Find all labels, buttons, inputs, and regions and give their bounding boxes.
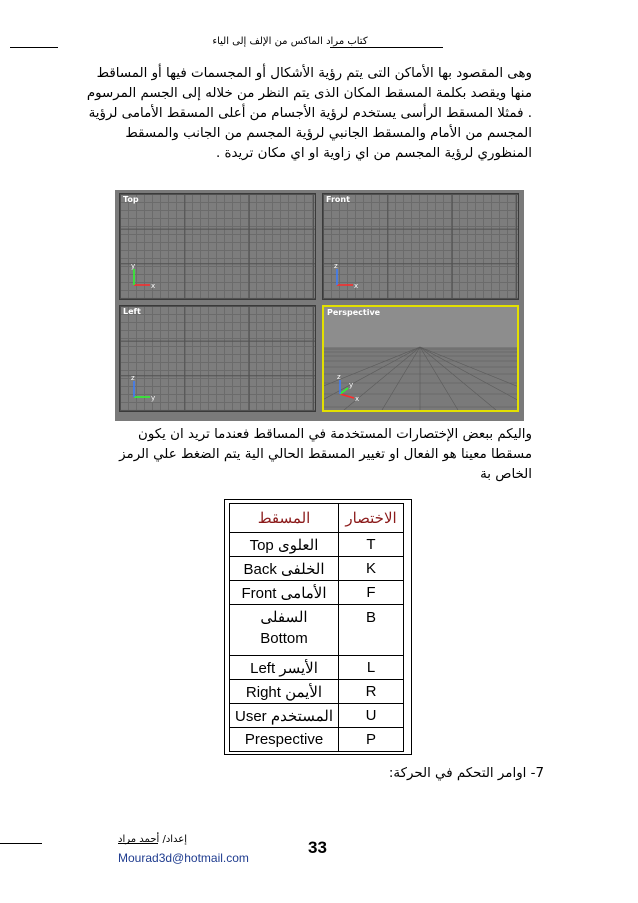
axis-gizmo-icon bbox=[332, 372, 362, 402]
intro-paragraph bbox=[87, 64, 532, 164]
paragraph-line: المنظوري لرؤية المجسم من اي زاوية او اي مكان تريدة . bbox=[215, 146, 532, 161]
cell-key: K bbox=[339, 557, 404, 581]
paragraph-line: وهى المقصود بها الأماكن التى يتم رؤية الأشكال أو المجسمات فيها أو المساقط bbox=[96, 66, 532, 81]
cell-key: B bbox=[339, 605, 404, 656]
cell-key: U bbox=[339, 704, 404, 728]
header-key: الاختصار bbox=[339, 504, 404, 533]
table-row bbox=[230, 533, 404, 557]
cell-view: Prespective bbox=[230, 728, 339, 752]
svg-text:z: z bbox=[337, 373, 341, 381]
axis-gizmo-icon bbox=[128, 261, 158, 291]
cell-view: Left الأيسر bbox=[230, 656, 339, 680]
cell-view-line: Bottom bbox=[260, 630, 308, 647]
cell-view: Back الخلفى bbox=[230, 557, 339, 581]
cell-view bbox=[230, 605, 339, 656]
viewport-front bbox=[322, 193, 519, 300]
cell-key: P bbox=[339, 728, 404, 752]
cell-key: T bbox=[339, 533, 404, 557]
svg-text:x: x bbox=[354, 282, 359, 290]
cell-view: Top العلوى bbox=[230, 533, 339, 557]
footer-author: إعداد/ أحمد مراد bbox=[118, 834, 188, 845]
svg-text:z: z bbox=[131, 374, 135, 382]
viewport-top bbox=[119, 193, 316, 300]
table-row bbox=[230, 605, 404, 656]
viewport-perspective bbox=[322, 305, 519, 412]
cell-view: User المستخدم bbox=[230, 704, 339, 728]
paragraph-line: واليكم ببعض الإختصارات المستخدمة في المساقط فعندما تريد ان يكون bbox=[138, 427, 532, 442]
paragraph-line: الخاص بة bbox=[480, 467, 532, 482]
table-row bbox=[230, 581, 404, 605]
footer-rule-left bbox=[0, 843, 42, 844]
section-heading: 7- اوامر التحكم في الحركة: bbox=[388, 766, 544, 781]
shortcuts-paragraph bbox=[119, 425, 532, 485]
table-row bbox=[230, 557, 404, 581]
svg-text:x: x bbox=[151, 282, 156, 290]
svg-text:z: z bbox=[334, 262, 338, 270]
paragraph-line: المجسم من الأمام والمسقط الجانبي لرؤية المجسم من الجانب والمسقط bbox=[125, 126, 532, 141]
cell-key: L bbox=[339, 656, 404, 680]
paragraph-line: منها ويقصد بكلمة المسقط المكان الذى يتم النظر من خلاله إلى الجسم المرسوم bbox=[86, 86, 532, 101]
viewport-label: Top bbox=[123, 195, 139, 204]
axis-gizmo-icon bbox=[128, 373, 158, 403]
svg-text:y: y bbox=[131, 262, 136, 270]
cell-view-line: السفلى bbox=[260, 609, 308, 626]
footer-rule-right bbox=[118, 843, 158, 844]
table-header-row bbox=[230, 504, 404, 533]
paragraph-line: مسقطا معينا هو الفعال او تغيير المسقط الحالي الية يتم الضغط علي الرمز bbox=[119, 447, 532, 462]
viewport-label: Front bbox=[326, 195, 350, 204]
paragraph-line: . فمثلا المسقط الرأسى يستخدم لرؤية الأجسام من أعلى المسقط الأمامى لرؤية bbox=[88, 106, 532, 121]
svg-text:y: y bbox=[151, 394, 156, 402]
header-rule-right bbox=[330, 47, 443, 48]
viewport-label: Left bbox=[123, 307, 141, 316]
table-row bbox=[230, 704, 404, 728]
running-header-title: كتاب مراد الماكس من الإلف إلى الياء bbox=[212, 36, 368, 47]
svg-text:y: y bbox=[349, 381, 354, 389]
header-rule-left bbox=[10, 47, 58, 48]
viewport-label: Perspective bbox=[327, 308, 381, 317]
table-row bbox=[230, 728, 404, 752]
header-view: المسقط bbox=[230, 504, 339, 533]
footer-email: Mourad3d@hotmail.com bbox=[118, 851, 249, 865]
viewport-shortcut-table bbox=[229, 503, 404, 752]
page-number: 33 bbox=[308, 838, 327, 857]
table-row bbox=[230, 656, 404, 680]
cell-key: R bbox=[339, 680, 404, 704]
viewport-left bbox=[119, 305, 316, 412]
axis-gizmo-icon bbox=[331, 261, 361, 291]
table-row bbox=[230, 680, 404, 704]
cell-key: F bbox=[339, 581, 404, 605]
cell-view: Right الأيمن bbox=[230, 680, 339, 704]
viewports-screenshot bbox=[115, 190, 524, 421]
svg-text:x: x bbox=[355, 395, 360, 402]
cell-view: Front الأمامى bbox=[230, 581, 339, 605]
